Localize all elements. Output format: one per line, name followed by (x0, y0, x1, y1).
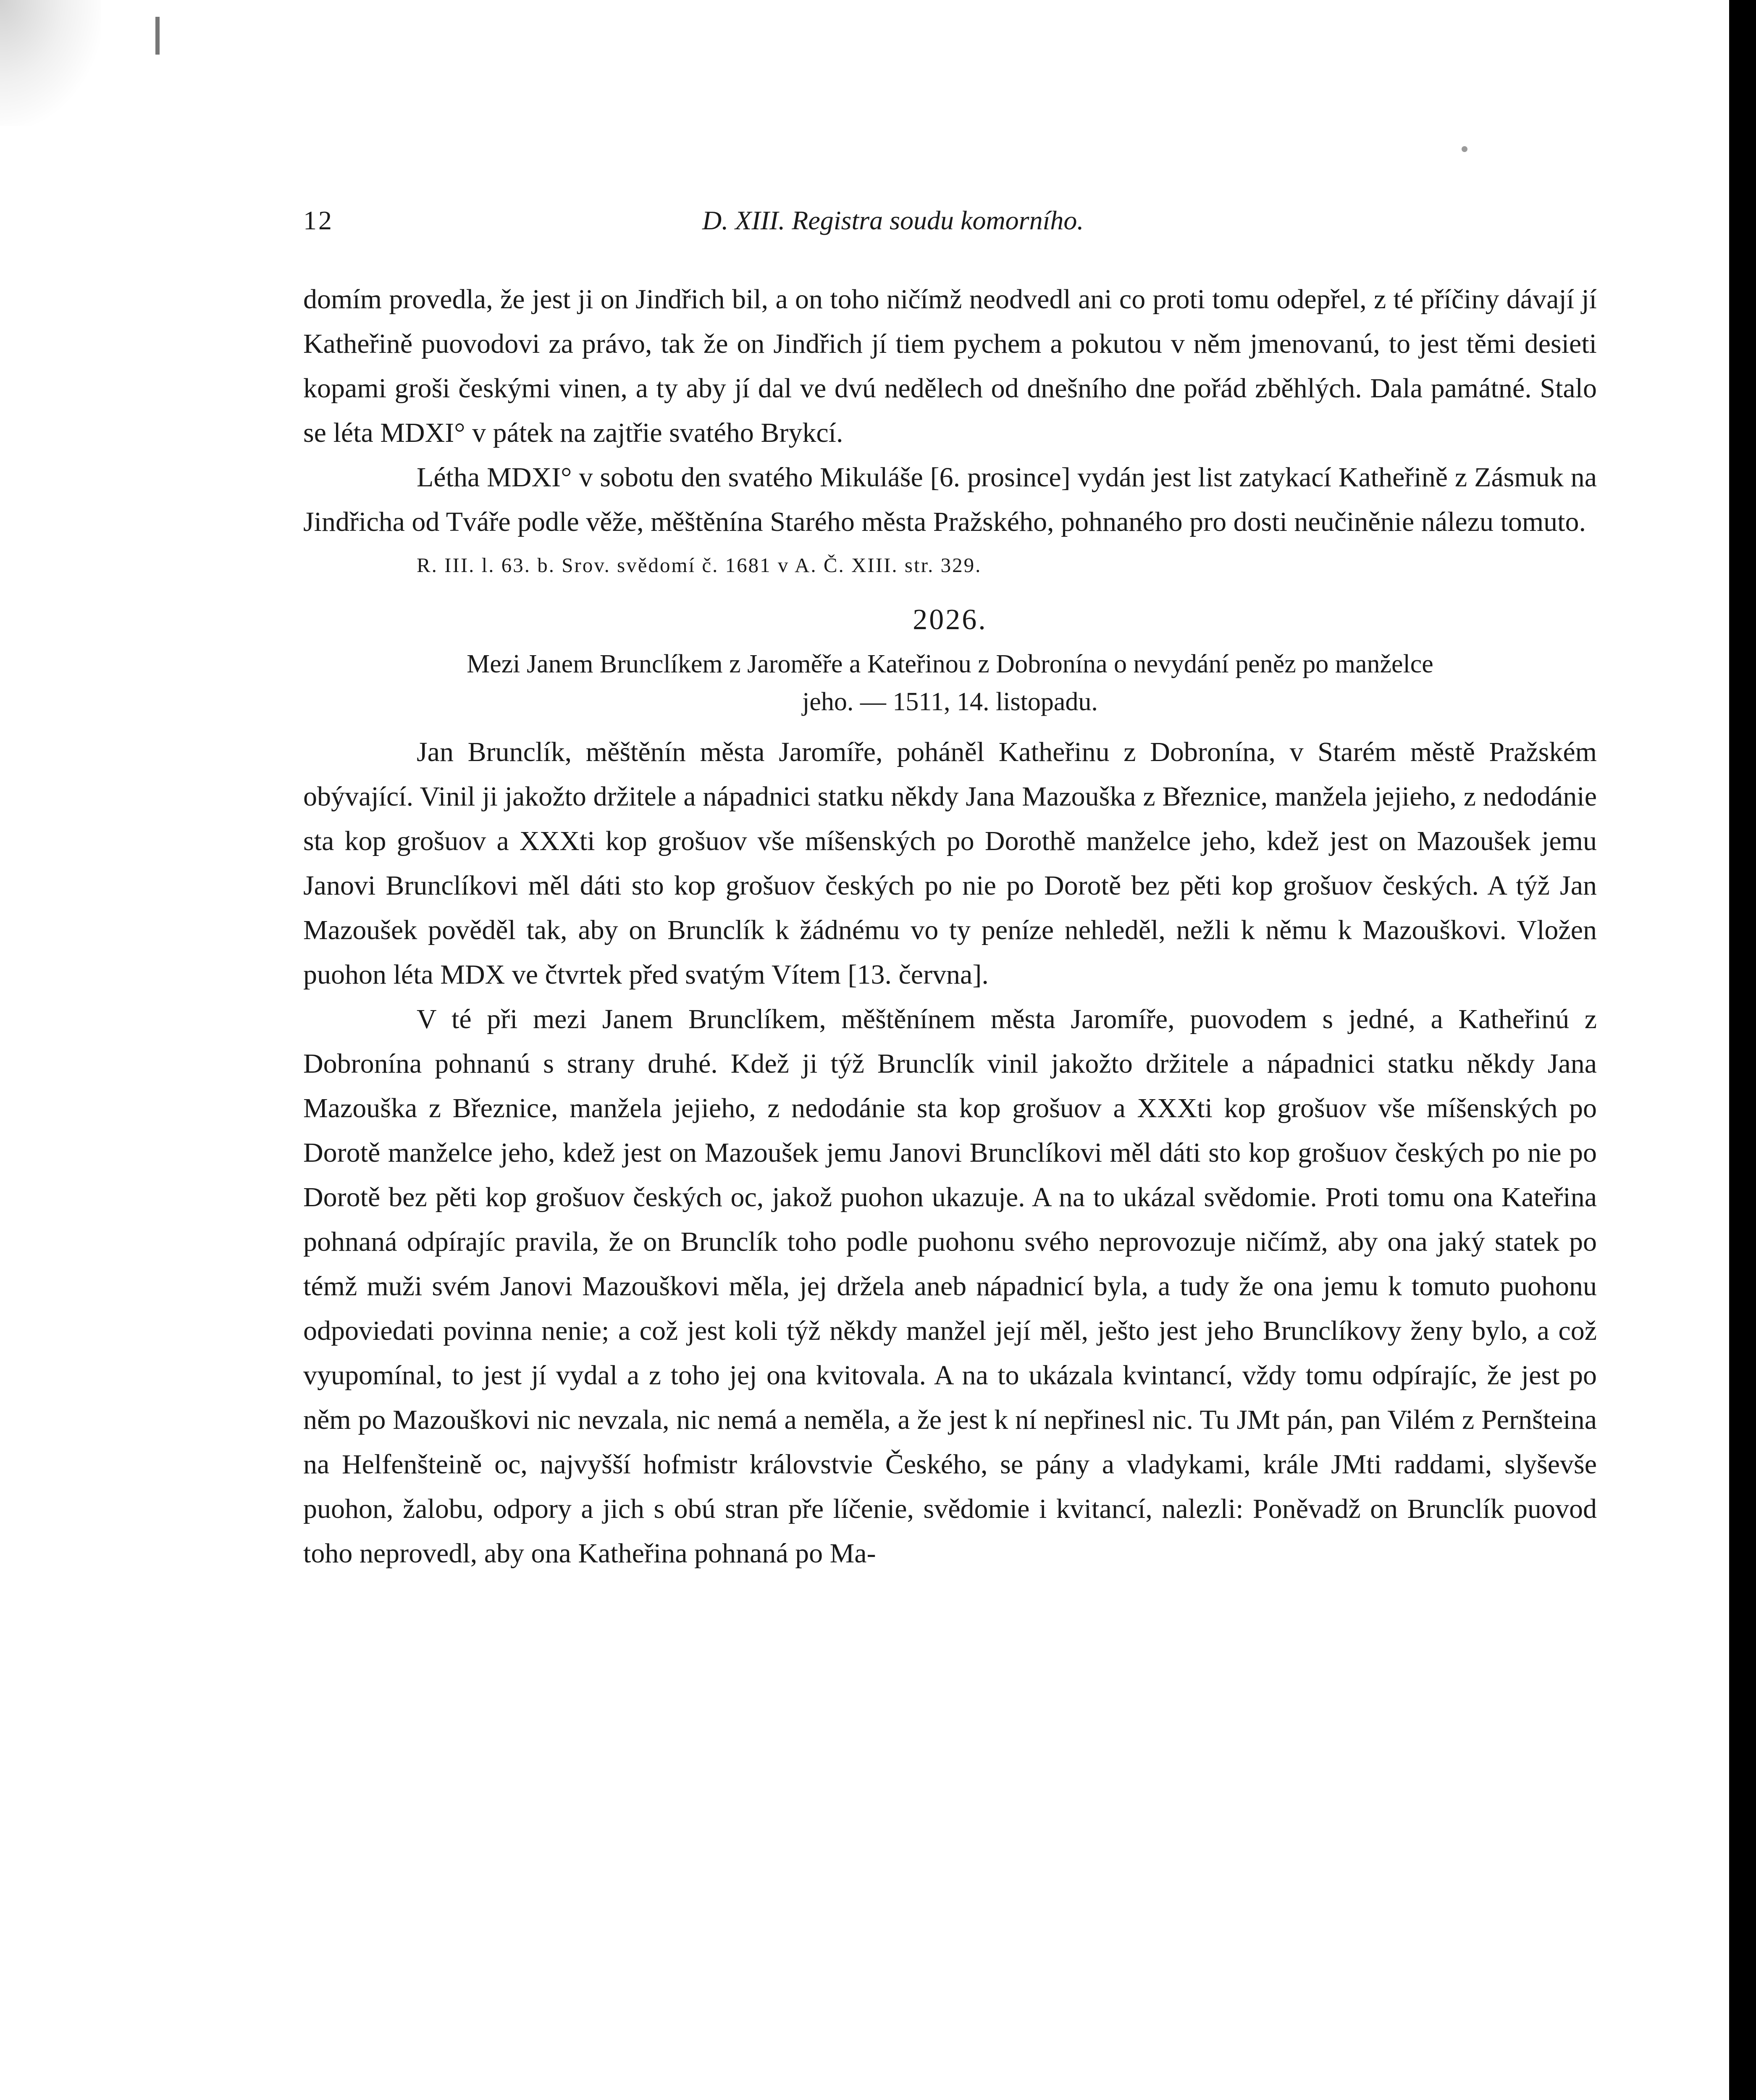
page-header (303, 205, 1219, 251)
scan-mark (155, 17, 160, 55)
scan-speck (1462, 146, 1467, 152)
entry-summary-line: Mezi Janem Brunclíkem z Jaroměře a Kateřinou z Dobronína o nevydání peněz po manželce (467, 650, 1433, 678)
paragraph: Létha MDXI° v sobotu den svatého Mikuláše [6. prosince] vydán jest list zatykací Katheřině z Zásmuk na Jindřicha od Tváře podle věže, měštěnína Starého města Pražského, pohnaného pro dosti neučiněnie nálezu tomuto. (303, 462, 1597, 537)
page-number: 12 (303, 205, 333, 235)
paragraph: domím provedla, že jest ji on Jindřich bil, a on toho ničímž neodvedl ani co proti tomu odepřel, z té příčiny dávají jí Katheřině puovodovi za právo, tak že on Jindřich jí tiem pychem a pokutou v něm jmenovanú, to jest těmi desieti kopami groši českými vinen, a ty aby jí dal ve dvú nedělech od dnešního dne pořád zběhlých. Dala památné. Stalo se léta MDXI° v pátek na zajtřie svatého Brykcí. (303, 284, 1597, 448)
paragraph: V té při mezi Janem Brunclíkem, měštěnínem města Jaromíře, puovodem s jedné, a Katheřinú z Dobronína pohnanú s strany druhé. Kdež ji týž Brunclík vinil jakožto držitele a nápadnici statku někdy Jana Mazouška z Březnice, manžela jejieho, z nedodánie sta kop grošuov a XXXti kop grošuov vše míšenských po Dorotě manželce jeho, kdež jest on Mazoušek jemu Janovi Brunclíkovi měl dáti sto kop grošuov českých po nie po Dorotě bez pěti kop grošuov českých oc, jakož puohon ukazuje. A na to ukázal svědomie. Proti tomu ona Kateřina pohnaná odpírajíc pravila, že on Brunclík toho podle puohonu svého neprovozuje ničímž, aby ona jaký statek po témž muži svém Janovi Mazouškovi měla, jej držela aneb nápadnicí byla, a tudy že ona jemu k tomuto puohonu odpoviedati povinna nenie; a což jest koli týž někdy manžel její měl, ješto jest jeho Brunclíkovy ženy bylo, a což vyupomínal, to jest jí vydal a z toho jej ona kvitovala. A na to ukázala kvintancí, vždy tomu odpírajíc, že jest po něm po Mazouškovi nic nevzala, nic nemá a neměla, a že jest k ní nepřinesl nic. Tu JMt pán, pan Vilém z Pernšteina na Helfenšteině oc, najvyšší hofmistr královstvie Českého, se pány a vladykami, krále JMti raddami, slyševše puohon, žalobu, odpory a jich s obú stran pře líčenie, svědomie i kvitancí, nalezli: Poněvadž on Brunclík puovod toho neprovedl, aby ona Katheřina pohnaná po Ma- (303, 1004, 1597, 1569)
entry-summary-line: jeho. — 1511, 14. listopadu. (802, 688, 1098, 716)
paragraph: Jan Brunclík, měštěnín města Jaromíře, poháněl Katheřinu z Dobronína, v Starém městě Pražském obývající. Vinil ji jakožto držitele a nápadnici statku někdy Jana Mazouška z Březnice, manžela jejieho, z nedodánie sta kop grošuov a XXXti kop grošuov vše míšenských po Dorothě manželce jeho, kdež jest on Mazoušek jemu Janovi Brunclíkovi měl dáti sto kop grošuov českých po nie po Dorotě bez pěti kop grošuov českých. A týž Jan Mazoušek pověděl tak, aby on Brunclík k žádnému vo ty peníze nehleděl, nežli k němu k Mazouškovi. Vložen puohon léta MDX ve čtvrtek před svatým Vítem [13. června]. (303, 737, 1597, 990)
running-title: D. XIII. Registra soudu komorního. (702, 205, 1084, 235)
scan-shadow (0, 0, 101, 126)
body-text (303, 277, 1597, 1576)
source-note: R. III. l. 63. b. Srov. svědomí č. 1681 v A. Č. XIII. str. 329. (417, 554, 982, 577)
entry-number: 2026. (913, 604, 987, 636)
entry-summary (303, 645, 1597, 721)
